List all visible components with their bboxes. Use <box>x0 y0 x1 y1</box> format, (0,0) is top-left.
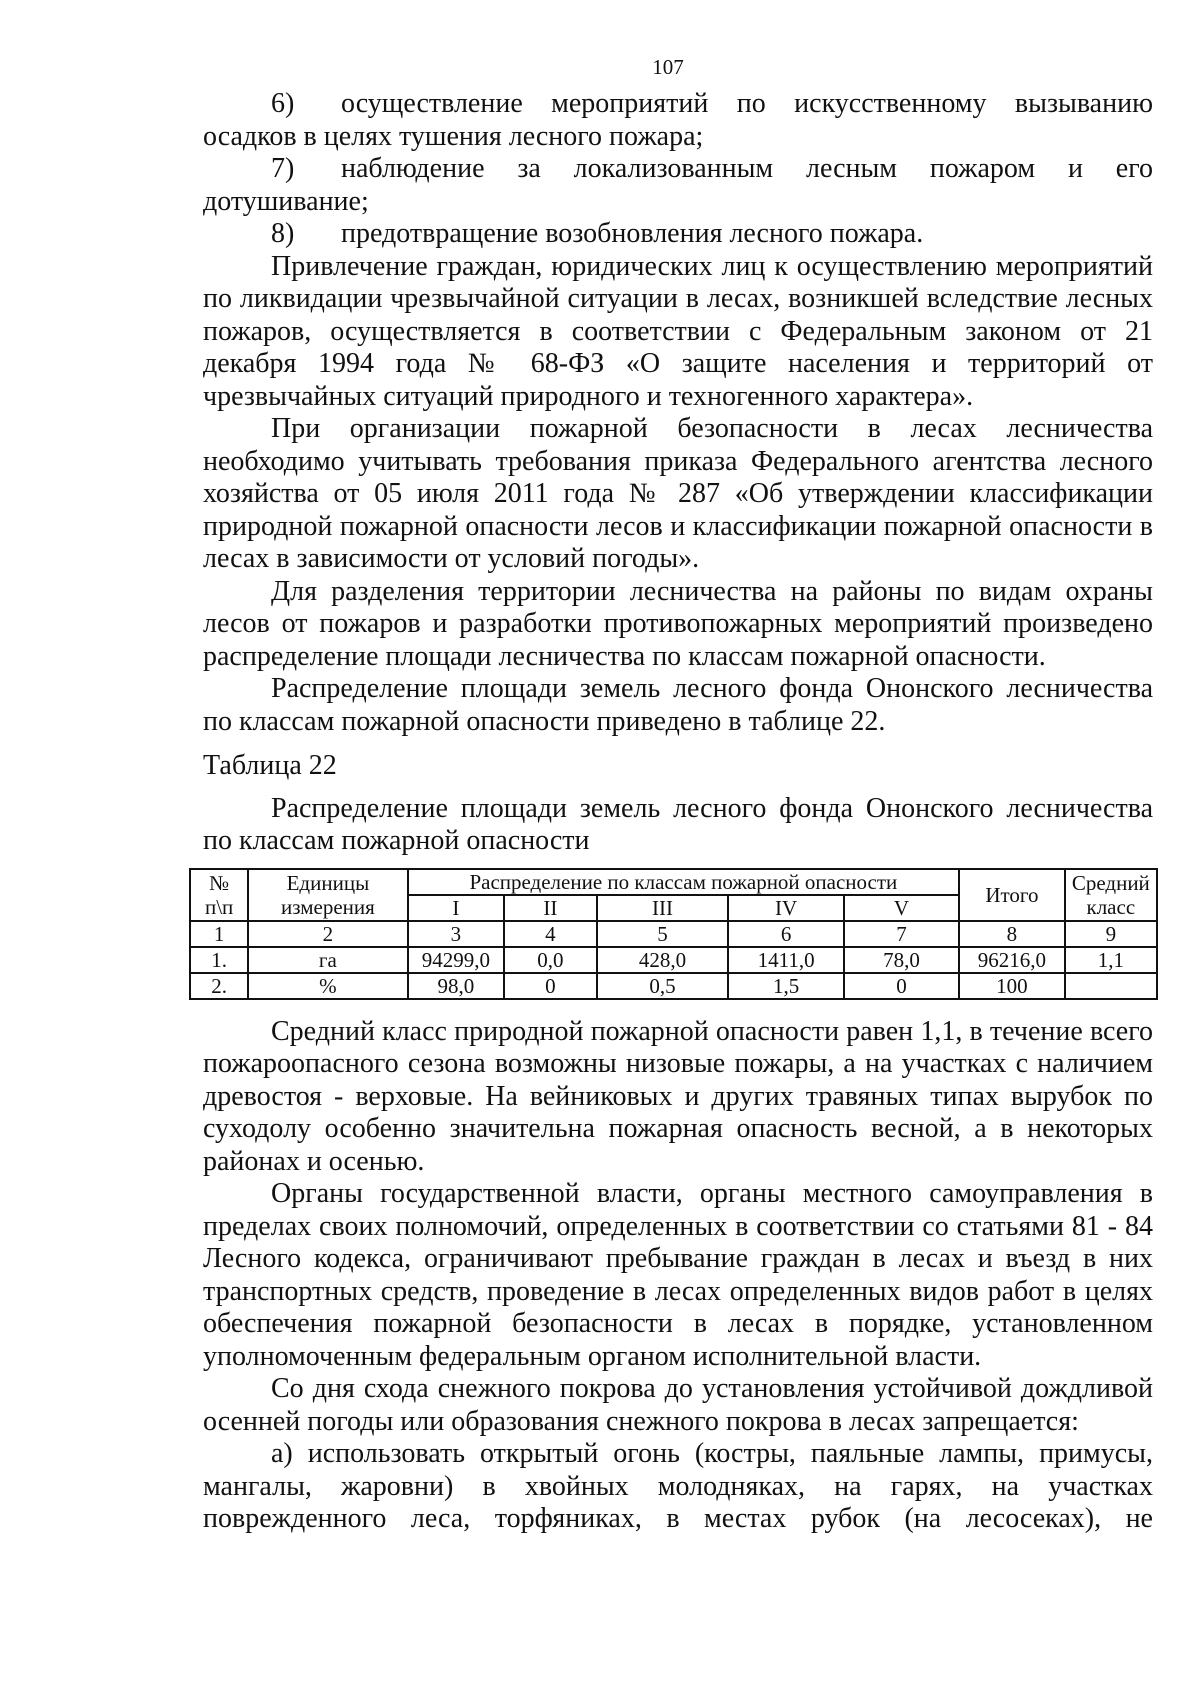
table-cell: 1 <box>190 921 248 947</box>
table-header-row <box>190 869 1157 895</box>
table-cell: 78,0 <box>844 947 959 973</box>
table-cell <box>1065 973 1157 999</box>
table-cell: 4 <box>504 921 596 947</box>
table-cell: 1,5 <box>728 973 843 999</box>
page-number: 107 <box>652 55 684 79</box>
paragraph-territory: Для разделения территории лесничества на районы по видам охраны лесов от пожаров и разработки противопожарных мероприятий произведено распределение площади лесничества по классам пожарной опасности. <box>203 575 1153 672</box>
table-cell: 0 <box>504 973 596 999</box>
table-cell: 100 <box>959 973 1064 999</box>
header-average: Средний класс <box>1065 869 1157 921</box>
paragraph-item-a: а) использовать открытый огонь (костры, паяльные лампы, примусы, мангалы, жаровни) в хвойных молодняках, на гарях, на участках поврежденного леса, торфяниках, в местах рубок (на лесосеках), не <box>203 1438 1153 1534</box>
table-cell: 9 <box>1065 921 1157 947</box>
table-cell: 1. <box>190 947 248 973</box>
paragraph-prohibitions: Со дня схода снежного покрова до установления устойчивой дождливой осенней погоды или образования снежного покрова в лесах запрещается: <box>203 1373 1153 1437</box>
list-item-7-continued: дотушивание; <box>203 185 369 217</box>
header-class: IV <box>728 895 843 921</box>
list-number: 7) <box>271 153 295 184</box>
table-cell: 8 <box>959 921 1064 947</box>
table-cell: га <box>248 947 407 973</box>
table-cell: 0,5 <box>597 973 729 999</box>
table-row <box>190 947 1157 973</box>
table-cell: 2. <box>190 973 248 999</box>
table-cell: 5 <box>597 921 729 947</box>
table-cell: 98,0 <box>408 973 505 999</box>
paragraph-citizens: Привлечение граждан, юридических лиц к осуществлению мероприятий по ликвидации чрезвычайной ситуации в лесах, возникшей вследствие лесных пожаров, осуществляется в соответствии с Федеральным законом от 21 декабря 1994 года № 68-ФЗ «О защите населения и территорий от чрезвычайных ситуаций природного и техногенного характера». <box>203 250 1153 412</box>
header-class: I <box>408 895 505 921</box>
table-cell: 0 <box>844 973 959 999</box>
header-class: V <box>844 895 959 921</box>
list-item-6 <box>203 88 1153 121</box>
list-text: предотвращение возобновления лесного пожара. <box>341 218 924 249</box>
table-cell: 7 <box>844 921 959 947</box>
table-cell: 428,0 <box>597 947 729 973</box>
table-cell: % <box>248 973 407 999</box>
paragraph-authorities: Органы государственной власти, органы местного самоуправления в пределах своих полномочий, определенных в соответствии со статьями 81 - 84 Лесного кодекса, ограничивают пребывание граждан в лесах и въезд в них транспортных средств, проведение в лесах определенных видов работ в целях обеспечения пожарной безопасности в лесах в порядке, установленном уполномоченным федеральным органом исполнительной власти. <box>203 1178 1153 1372</box>
list-item-6-continued: осадков в целях тушения лесного пожара; <box>203 120 704 152</box>
table-cell: 96216,0 <box>959 947 1064 973</box>
header-class: II <box>504 895 596 921</box>
list-text: наблюдение за локализованным лесным пожаром и его <box>341 153 1153 184</box>
paragraph-table-ref: Распределение площади земель лесного фонда Ононского лесничества по классам пожарной опасности приведено в таблице 22. <box>203 673 1153 737</box>
table-row <box>190 973 1157 999</box>
list-item-8 <box>203 218 1153 251</box>
header-distribution: Распределение по классам пожарной опасности <box>408 869 960 895</box>
header-class: III <box>597 895 729 921</box>
table-index-row <box>190 921 1157 947</box>
header-total: Итого <box>959 869 1064 921</box>
table-cell: 1411,0 <box>728 947 843 973</box>
paragraph-average-class: Средний класс природной пожарной опасности равен 1,1, в течение всего пожароопасного сезона возможны низовые пожары, а на участках с наличием древостоя - верховые. На вейниковых и других травяных типах вырубок по суходолу особенно значительна пожарная опасность весной, а в некоторых районах и осенью. <box>203 1015 1153 1177</box>
table-cell: 0,0 <box>504 947 596 973</box>
list-text: осуществление мероприятий по искусственному вызыванию <box>341 88 1153 119</box>
table-caption: Распределение площади земель лесного фонда Ононского лесничества по классам пожарной опасности <box>203 792 1153 856</box>
fire-class-table <box>189 868 1158 1000</box>
list-item-7 <box>203 153 1153 186</box>
list-number: 8) <box>271 218 295 249</box>
list-number: 6) <box>271 88 295 119</box>
table-cell: 1,1 <box>1065 947 1157 973</box>
table-cell: 6 <box>728 921 843 947</box>
paragraph-fire-safety: При организации пожарной безопасности в лесах лесничества необходимо учитывать требования приказа Федерального агентства лесного хозяйства от 05 июля 2011 года № 287 «Об утверждении классификации природной пожарной опасности лесов и классификации пожарной опасности в лесах в зависимости от условий погоды». <box>203 413 1153 574</box>
header-unit: Единицы измерения <box>248 869 407 921</box>
header-number: № п\п <box>190 869 248 921</box>
document-page <box>203 55 1153 1536</box>
table-cell: 2 <box>248 921 407 947</box>
table-cell: 94299,0 <box>408 947 505 973</box>
table-cell: 3 <box>408 921 505 947</box>
table-label: Таблица 22 <box>203 750 337 781</box>
